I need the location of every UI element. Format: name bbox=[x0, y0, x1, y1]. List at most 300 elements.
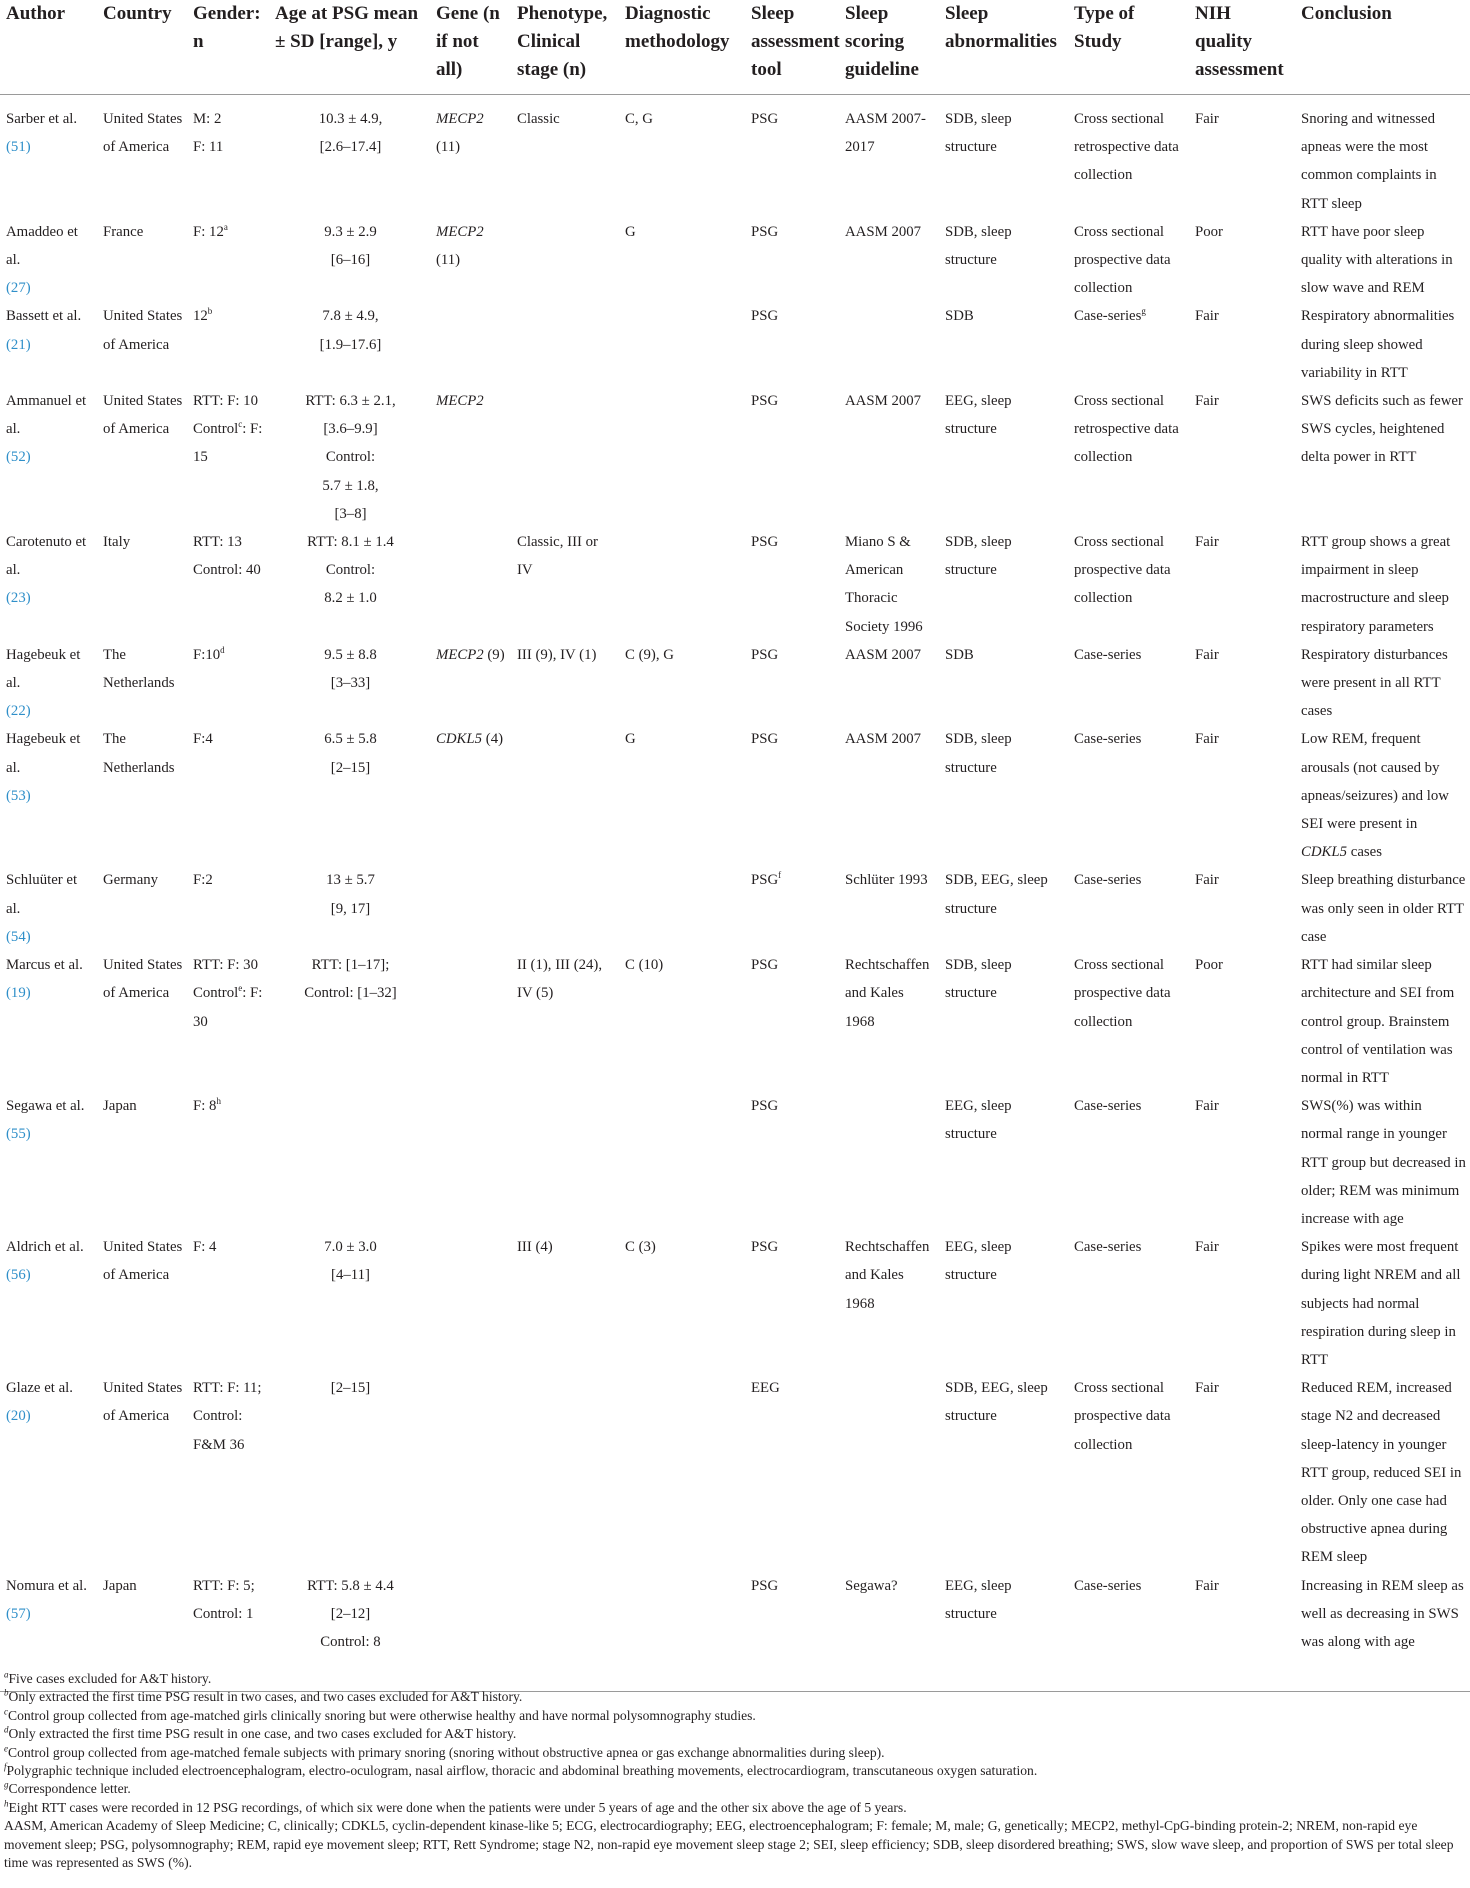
cell-text: Fair bbox=[1195, 534, 1219, 551]
footnote-mark: f bbox=[778, 870, 782, 881]
cell-text: M: 2 F: 11 bbox=[193, 111, 224, 156]
cell-text: RTT: 6.3 ± 2.1, [3.6–9.9] Control: 5.7 ± 1.8, [3–8] bbox=[305, 393, 396, 522]
cell-text: Cross sectional retrospective data collection bbox=[1074, 393, 1179, 466]
cell-gene bbox=[430, 866, 511, 951]
table-row bbox=[0, 1092, 1470, 1233]
cell-gene bbox=[430, 302, 511, 387]
cell-text: PSG bbox=[751, 393, 779, 410]
footnote bbox=[4, 1707, 1466, 1725]
cell-abnormalities bbox=[939, 218, 1068, 303]
cell-text: RTT: 5.8 ± 4.4 [2–12] Control: 8 bbox=[307, 1577, 394, 1650]
cell-text: PSG bbox=[751, 731, 779, 748]
reference-link[interactable]: (54) bbox=[6, 928, 31, 945]
column-header-tool: Sleep assessment tool bbox=[745, 0, 839, 95]
cell-text: F: 12 bbox=[193, 223, 224, 240]
cell-study bbox=[1068, 725, 1189, 866]
cell-author bbox=[0, 1233, 97, 1374]
cell-tool bbox=[745, 866, 839, 951]
cell-text: AASM 2007-2017 bbox=[845, 111, 926, 156]
cell-text: II (1), III (24), IV (5) bbox=[517, 957, 603, 1002]
cell-study bbox=[1068, 1092, 1189, 1233]
cell-country bbox=[97, 95, 187, 218]
reference-link[interactable]: (53) bbox=[6, 787, 31, 804]
cell-diagnostic bbox=[619, 1374, 745, 1571]
cell-abnormalities bbox=[939, 528, 1068, 641]
cell-guideline bbox=[839, 1092, 939, 1233]
author-name: Sarber et al. bbox=[6, 111, 78, 127]
cell-text: AASM 2007 bbox=[845, 731, 922, 748]
cell-country bbox=[97, 1374, 187, 1571]
cell-phenotype bbox=[511, 95, 619, 218]
cell-conclusion bbox=[1295, 1233, 1470, 1374]
cell-study bbox=[1068, 1374, 1189, 1571]
cell-text: SDB, sleep structure bbox=[945, 534, 1012, 579]
cell-guideline bbox=[839, 95, 939, 218]
cell-study bbox=[1068, 95, 1189, 218]
cell-nih bbox=[1189, 866, 1295, 951]
footnote-text: Only extracted the first time PSG result in one case, and two cases excluded for A&T history. bbox=[8, 1726, 517, 1742]
cell-phenotype bbox=[511, 725, 619, 866]
cell-gender bbox=[187, 302, 269, 387]
column-header-gene: Gene (n if not all) bbox=[430, 0, 511, 95]
cell-text: United States of America bbox=[103, 308, 183, 353]
cell-text: Fair bbox=[1195, 1380, 1219, 1397]
footnote-mark: c bbox=[238, 419, 243, 430]
cell-tool bbox=[745, 1092, 839, 1233]
cell-text: Japan bbox=[103, 1577, 137, 1594]
cell-text: PSG bbox=[751, 1098, 779, 1115]
cell-nih bbox=[1189, 951, 1295, 1092]
column-header-author: Author bbox=[0, 0, 97, 95]
cell-text: 12 bbox=[193, 308, 208, 325]
cell-text: RTT: F: 30 Control bbox=[193, 957, 258, 1002]
cell-text-tail: : F: 15 bbox=[193, 421, 263, 466]
reference-link[interactable]: (27) bbox=[6, 280, 31, 297]
column-header-phenotype: Phenotype, Clinical stage (n) bbox=[511, 0, 619, 95]
cell-text: United States of America bbox=[103, 393, 183, 438]
cell-guideline bbox=[839, 387, 939, 528]
cell-abnormalities bbox=[939, 641, 1068, 726]
cell-conclusion bbox=[1295, 1374, 1470, 1571]
cell-conclusion bbox=[1295, 641, 1470, 726]
cell-gender bbox=[187, 218, 269, 303]
cell-text: MECP2 bbox=[436, 393, 484, 410]
cell-text: 7.0 ± 3.0 [4–11] bbox=[324, 1239, 377, 1284]
column-header-diagnostic: Diagnostic methodology bbox=[619, 0, 745, 95]
cell-abnormalities bbox=[939, 725, 1068, 866]
cell-study bbox=[1068, 528, 1189, 641]
cell-gender bbox=[187, 1233, 269, 1374]
cell-nih bbox=[1189, 725, 1295, 866]
author-name: Ammanuel et al. bbox=[6, 393, 87, 438]
table-body bbox=[0, 95, 1470, 1692]
footnote bbox=[4, 1780, 1466, 1798]
cell-age bbox=[269, 302, 430, 387]
cell-gene bbox=[430, 641, 511, 726]
table-header-row bbox=[0, 0, 1470, 95]
cell-text: SDB, sleep structure bbox=[945, 223, 1012, 269]
cell-age bbox=[269, 725, 430, 866]
table-row bbox=[0, 302, 1470, 387]
footnote bbox=[4, 1688, 1466, 1706]
cell-text: III (9), IV (1) bbox=[517, 646, 597, 663]
column-header-gender: Gender: n bbox=[187, 0, 269, 95]
cell-text-tail: : F: 30 bbox=[193, 985, 263, 1030]
author-name: Amaddeo et al. bbox=[6, 223, 78, 269]
cell-text: III (4) bbox=[517, 1239, 553, 1256]
table-row bbox=[0, 528, 1470, 641]
cell-conclusion bbox=[1295, 1092, 1470, 1233]
cell-diagnostic bbox=[619, 725, 745, 866]
author-name: Aldrich et al. bbox=[6, 1239, 84, 1256]
cell-conclusion bbox=[1295, 725, 1470, 866]
cell-guideline bbox=[839, 302, 939, 387]
cell-guideline bbox=[839, 951, 939, 1092]
reference-link[interactable]: (52) bbox=[6, 449, 31, 466]
cell-text: Fair bbox=[1195, 872, 1219, 889]
cell-text: Fair bbox=[1195, 1098, 1219, 1115]
cell-gender bbox=[187, 1374, 269, 1571]
cell-text: MECP2 (9) bbox=[436, 646, 505, 663]
cell-text: Snoring and witnessed apneas were the most common complaints in RTT sleep bbox=[1301, 111, 1437, 212]
cell-abnormalities bbox=[939, 866, 1068, 951]
cell-text: SWS(%) was within normal range in younger RTT group but decreased in older; REM was minimum increase with age bbox=[1301, 1098, 1466, 1227]
cell-author bbox=[0, 1374, 97, 1571]
cell-text: SDB, EEG, sleep structure bbox=[945, 872, 1048, 917]
cell-text: Fair bbox=[1195, 1239, 1219, 1256]
cell-study bbox=[1068, 641, 1189, 726]
cell-text: Segawa? bbox=[845, 1577, 898, 1594]
cell-nih bbox=[1189, 1092, 1295, 1233]
author-name: Glaze et al. bbox=[6, 1380, 73, 1397]
cell-diagnostic bbox=[619, 528, 745, 641]
cell-gender bbox=[187, 95, 269, 218]
cell-text: EEG, sleep structure bbox=[945, 1577, 1012, 1622]
author-name: Hagebeuk et al. bbox=[6, 646, 81, 692]
cell-phenotype bbox=[511, 1092, 619, 1233]
cell-gene bbox=[430, 528, 511, 641]
cell-text: Fair bbox=[1195, 111, 1219, 127]
cell-guideline bbox=[839, 866, 939, 951]
cell-text: Fair bbox=[1195, 308, 1219, 325]
cell-study bbox=[1068, 218, 1189, 303]
cell-conclusion bbox=[1295, 951, 1470, 1092]
cell-phenotype bbox=[511, 218, 619, 303]
cell-age bbox=[269, 528, 430, 641]
cell-text: RTT group shows a great impairment in sleep macrostructure and sleep respiratory parameters bbox=[1301, 534, 1451, 635]
author-name: Segawa et al. bbox=[6, 1098, 85, 1115]
cell-text: SDB bbox=[945, 308, 974, 325]
cell-country bbox=[97, 641, 187, 726]
cell-country bbox=[97, 1092, 187, 1233]
column-header-conclusion: Conclusion bbox=[1295, 0, 1470, 95]
cell-age bbox=[269, 218, 430, 303]
cell-gene bbox=[430, 951, 511, 1092]
table-row bbox=[0, 866, 1470, 951]
cell-author bbox=[0, 951, 97, 1092]
author-name: Bassett et al. bbox=[6, 308, 82, 325]
reference-link[interactable]: (55) bbox=[6, 1126, 31, 1143]
cell-text: F:2 bbox=[193, 872, 213, 889]
cell-text: 13 ± 5.7 [9, 17] bbox=[326, 872, 375, 917]
cell-age bbox=[269, 951, 430, 1092]
cell-text: AASM 2007 bbox=[845, 393, 922, 410]
cell-tool bbox=[745, 725, 839, 866]
cell-diagnostic bbox=[619, 218, 745, 303]
cell-text: Cross sectional prospective data collection bbox=[1074, 223, 1171, 297]
column-header-nih: NIH quality assessment bbox=[1189, 0, 1295, 95]
cell-conclusion bbox=[1295, 866, 1470, 951]
cell-gender bbox=[187, 951, 269, 1092]
footnote-text: Five cases excluded for A&T history. bbox=[8, 1671, 212, 1686]
cell-gender bbox=[187, 725, 269, 866]
cell-age bbox=[269, 387, 430, 528]
cell-phenotype bbox=[511, 951, 619, 1092]
cell-gender bbox=[187, 387, 269, 528]
cell-text: Cross sectional prospective data collection bbox=[1074, 534, 1171, 607]
cell-text: EEG, sleep structure bbox=[945, 1098, 1012, 1143]
cell-text: SDB, sleep structure bbox=[945, 957, 1012, 1002]
cell-tool bbox=[745, 302, 839, 387]
cell-text: Rechtschaffen and Kales 1968 bbox=[845, 1239, 930, 1312]
cell-text: C (3) bbox=[625, 1239, 656, 1256]
cell-abnormalities bbox=[939, 1092, 1068, 1233]
cell-guideline bbox=[839, 1233, 939, 1374]
cell-gene bbox=[430, 218, 511, 303]
cell-phenotype bbox=[511, 302, 619, 387]
cell-diagnostic bbox=[619, 302, 745, 387]
footnote-text: Control group collected from age-matched girls clinically snoring but were otherwise healthy and have normal polysomnography studies. bbox=[8, 1707, 756, 1723]
cell-phenotype bbox=[511, 528, 619, 641]
footnote-letter: d bbox=[4, 1724, 9, 1735]
cell-text: 9.5 ± 8.8 [3–33] bbox=[324, 646, 377, 692]
table-row bbox=[0, 387, 1470, 528]
author-name: Schluüter et al. bbox=[6, 872, 78, 917]
cell-study bbox=[1068, 951, 1189, 1092]
reference-link[interactable]: (19) bbox=[6, 985, 31, 1002]
footnote-mark: g bbox=[1141, 306, 1146, 317]
cell-age bbox=[269, 1092, 430, 1233]
cell-tool bbox=[745, 1233, 839, 1374]
cell-gene bbox=[430, 95, 511, 218]
footnote-text: Only extracted the first time PSG result in two cases, and two cases excluded for A&T history. bbox=[8, 1689, 523, 1705]
cell-text: SWS deficits such as fewer SWS cycles, heightened delta power in RTT bbox=[1301, 393, 1463, 466]
footnote-text: Control group collected from age-matched female subjects with primary snoring (snoring without obstructive apnea or gas exchange abnormalities during sleep). bbox=[8, 1744, 885, 1760]
cell-text: RTT: F: 10 Control bbox=[193, 393, 258, 438]
cell-text: PSG bbox=[751, 1577, 779, 1594]
cell-conclusion bbox=[1295, 387, 1470, 528]
cell-text: Fair bbox=[1195, 1577, 1219, 1594]
cell-diagnostic bbox=[619, 1092, 745, 1233]
cell-text: PSG bbox=[751, 872, 779, 889]
cell-diagnostic bbox=[619, 951, 745, 1092]
cell-diagnostic bbox=[619, 1233, 745, 1374]
cell-diagnostic bbox=[619, 95, 745, 218]
cell-text: Cross sectional retrospective data collection bbox=[1074, 111, 1179, 184]
cell-abnormalities bbox=[939, 95, 1068, 218]
cell-nih bbox=[1189, 1374, 1295, 1571]
cell-text: SDB bbox=[945, 646, 974, 663]
cell-text: Sleep breathing disturbance was only seen in older RTT case bbox=[1301, 872, 1466, 945]
table-row bbox=[0, 725, 1470, 866]
cell-text: 9.3 ± 2.9 [6–16] bbox=[324, 223, 377, 269]
cell-text: Respiratory disturbances were present in all RTT cases bbox=[1301, 646, 1448, 720]
cell-nih bbox=[1189, 1233, 1295, 1374]
cell-text: RTT: 8.1 ± 1.4 Control: 8.2 ± 1.0 bbox=[307, 534, 394, 607]
cell-text: Fair bbox=[1195, 646, 1219, 663]
cell-text: Case-series bbox=[1074, 308, 1142, 325]
cell-text: Spikes were most frequent during light NREM and all subjects had normal respiration during sleep in RTT bbox=[1301, 1239, 1461, 1368]
cell-text: RTT: [1–17]; Control: [1–32] bbox=[304, 957, 397, 1002]
cell-text: C (10) bbox=[625, 957, 664, 974]
cell-text: United States of America bbox=[103, 1380, 183, 1425]
footnote-text: Eight RTT cases were recorded in 12 PSG recordings, of which six were done when the patients were under 5 years of age and the other six above the age of 5 years. bbox=[8, 1799, 907, 1815]
cell-age bbox=[269, 1374, 430, 1571]
cell-abnormalities bbox=[939, 387, 1068, 528]
cell-diagnostic bbox=[619, 387, 745, 528]
footnote-letter: c bbox=[4, 1706, 8, 1717]
table-row bbox=[0, 641, 1470, 726]
cell-country bbox=[97, 866, 187, 951]
cell-text: France bbox=[103, 223, 144, 240]
cell-gender bbox=[187, 866, 269, 951]
reference-link[interactable]: (57) bbox=[6, 1605, 31, 1622]
footnote bbox=[4, 1670, 1466, 1688]
footnote-mark: a bbox=[223, 221, 228, 232]
cell-country bbox=[97, 218, 187, 303]
cell-text: G bbox=[625, 223, 636, 240]
cell-tool bbox=[745, 951, 839, 1092]
reference-link[interactable]: (20) bbox=[6, 1408, 31, 1425]
cell-author bbox=[0, 641, 97, 726]
cell-tool bbox=[745, 95, 839, 218]
footnote-letter: e bbox=[4, 1743, 8, 1754]
cell-nih bbox=[1189, 218, 1295, 303]
reference-link[interactable]: (22) bbox=[6, 703, 31, 720]
cell-author bbox=[0, 725, 97, 866]
cell-text: Case-series bbox=[1074, 1239, 1142, 1256]
cell-text: Classic, III or IV bbox=[517, 534, 598, 579]
reference-link[interactable]: (23) bbox=[6, 590, 31, 607]
footnote-letter: h bbox=[4, 1798, 9, 1809]
cell-conclusion bbox=[1295, 528, 1470, 641]
author-name: Marcus et al. bbox=[6, 957, 83, 974]
cell-text: 7.8 ± 4.9, [1.9–17.6] bbox=[319, 308, 382, 353]
cell-age bbox=[269, 1233, 430, 1374]
cell-study bbox=[1068, 387, 1189, 528]
cell-phenotype bbox=[511, 387, 619, 528]
cell-text: Reduced REM, increased stage N2 and decreased sleep-latency in younger RTT group, reduced SEI in older. Only one case had obstructive apnea during REM sleep bbox=[1301, 1380, 1462, 1566]
cell-text: F: 8 bbox=[193, 1098, 217, 1115]
cell-country bbox=[97, 387, 187, 528]
cell-text: MECP2 (11) bbox=[436, 223, 484, 269]
cell-text: SDB, sleep structure bbox=[945, 111, 1012, 156]
cell-gene bbox=[430, 725, 511, 866]
cell-study bbox=[1068, 302, 1189, 387]
reference-link[interactable]: (56) bbox=[6, 1267, 31, 1284]
cell-tool bbox=[745, 218, 839, 303]
cell-text: EEG, sleep structure bbox=[945, 1239, 1012, 1284]
reference-link[interactable]: (51) bbox=[6, 139, 31, 156]
table-row bbox=[0, 951, 1470, 1092]
cell-text: RTT had similar sleep architecture and SEI from control group. Brainstem control of ventilation was normal in RTT bbox=[1301, 957, 1455, 1086]
cell-text: SDB, EEG, sleep structure bbox=[945, 1380, 1048, 1425]
cell-conclusion bbox=[1295, 95, 1470, 218]
column-header-age: Age at PSG mean ± SD [range], y bbox=[269, 0, 430, 95]
cell-text: F: 4 bbox=[193, 1239, 217, 1256]
cell-phenotype bbox=[511, 1233, 619, 1374]
cell-text: PSG bbox=[751, 1239, 779, 1256]
footnote-text: Polygraphic technique included electroencephalogram, electro-oculogram, nasal airflow, thoracic and abdominal breathing movements, electrocardiogram, transcutaneous oxygen saturation. bbox=[6, 1763, 1038, 1779]
cell-conclusion bbox=[1295, 218, 1470, 303]
cell-text: PSG bbox=[751, 111, 779, 127]
cell-age bbox=[269, 641, 430, 726]
cell-text: Schlüter 1993 bbox=[845, 872, 928, 889]
cell-text: RTT have poor sleep quality with alterations in slow wave and REM bbox=[1301, 223, 1453, 297]
footnote-letter: a bbox=[4, 1669, 9, 1680]
cell-gene bbox=[430, 1092, 511, 1233]
column-header-country: Country bbox=[97, 0, 187, 95]
cell-text: [2–15] bbox=[330, 1380, 371, 1397]
footnote-mark: d bbox=[220, 644, 225, 655]
cell-abnormalities bbox=[939, 1374, 1068, 1571]
cell-country bbox=[97, 951, 187, 1092]
cell-text: C, G bbox=[625, 111, 653, 127]
cell-text: MECP2 (11) bbox=[436, 111, 484, 156]
footnote-mark: e bbox=[238, 983, 243, 994]
reference-link[interactable]: (21) bbox=[6, 336, 31, 353]
cell-text: Case-series bbox=[1074, 731, 1142, 748]
cell-nih bbox=[1189, 641, 1295, 726]
author-name: Nomura et al. bbox=[6, 1577, 87, 1594]
author-name: Hagebeuk et al. bbox=[6, 731, 81, 776]
cell-text: Increasing in REM sleep as well as decreasing in SWS was along with age bbox=[1301, 1577, 1464, 1650]
abbreviations: AASM, American Academy of Sleep Medicine; C, clinically; CDKL5, cyclin-dependent kinase-like 5; ECG, electrocardiography; EEG, electroencephalogram; F: female; M, male; G, genetically; MECP2, methyl-CpG-binding protein-2; NREM, non-rapid eye movement sleep; PSG, polysomnography; REM, rapid eye movement sleep; RTT, Rett Syndrome; stage N2, non-rapid eye movement sleep stage 2; SEI, sleep efficiency; SDB, sleep disordered breathing; SWS, slow wave sleep, and proportion of SWS per total sleep time was represented as SWS (%). bbox=[4, 1818, 1454, 1871]
column-header-guideline: Sleep scoring guideline bbox=[839, 0, 939, 95]
cell-text: United States of America bbox=[103, 111, 183, 156]
cell-text: F:10 bbox=[193, 646, 221, 663]
cell-guideline bbox=[839, 641, 939, 726]
cell-nih bbox=[1189, 95, 1295, 218]
footnote-letter: b bbox=[4, 1687, 9, 1698]
cell-country bbox=[97, 725, 187, 866]
cell-text: F:4 bbox=[193, 731, 213, 748]
cell-text: Case-series bbox=[1074, 1577, 1142, 1594]
footnote bbox=[4, 1762, 1466, 1780]
cell-age bbox=[269, 866, 430, 951]
cell-tool bbox=[745, 1374, 839, 1571]
cell-text: AASM 2007 bbox=[845, 646, 922, 663]
cell-gender bbox=[187, 1092, 269, 1233]
cell-text: United States of America bbox=[103, 957, 183, 1002]
cell-text: Japan bbox=[103, 1098, 137, 1115]
footnote-mark: b bbox=[207, 306, 213, 317]
cell-abnormalities bbox=[939, 951, 1068, 1092]
cell-author bbox=[0, 218, 97, 303]
footnote bbox=[4, 1725, 1466, 1743]
cell-text: PSG bbox=[751, 957, 779, 974]
cell-text: Poor bbox=[1195, 957, 1223, 974]
cell-text: Fair bbox=[1195, 731, 1219, 748]
cell-gender bbox=[187, 641, 269, 726]
table-row bbox=[0, 95, 1470, 218]
cell-text: Fair bbox=[1195, 393, 1219, 410]
cell-text: Classic bbox=[517, 111, 560, 127]
cell-conclusion bbox=[1295, 302, 1470, 387]
cell-abnormalities bbox=[939, 302, 1068, 387]
cell-gene bbox=[430, 387, 511, 528]
cell-country bbox=[97, 302, 187, 387]
